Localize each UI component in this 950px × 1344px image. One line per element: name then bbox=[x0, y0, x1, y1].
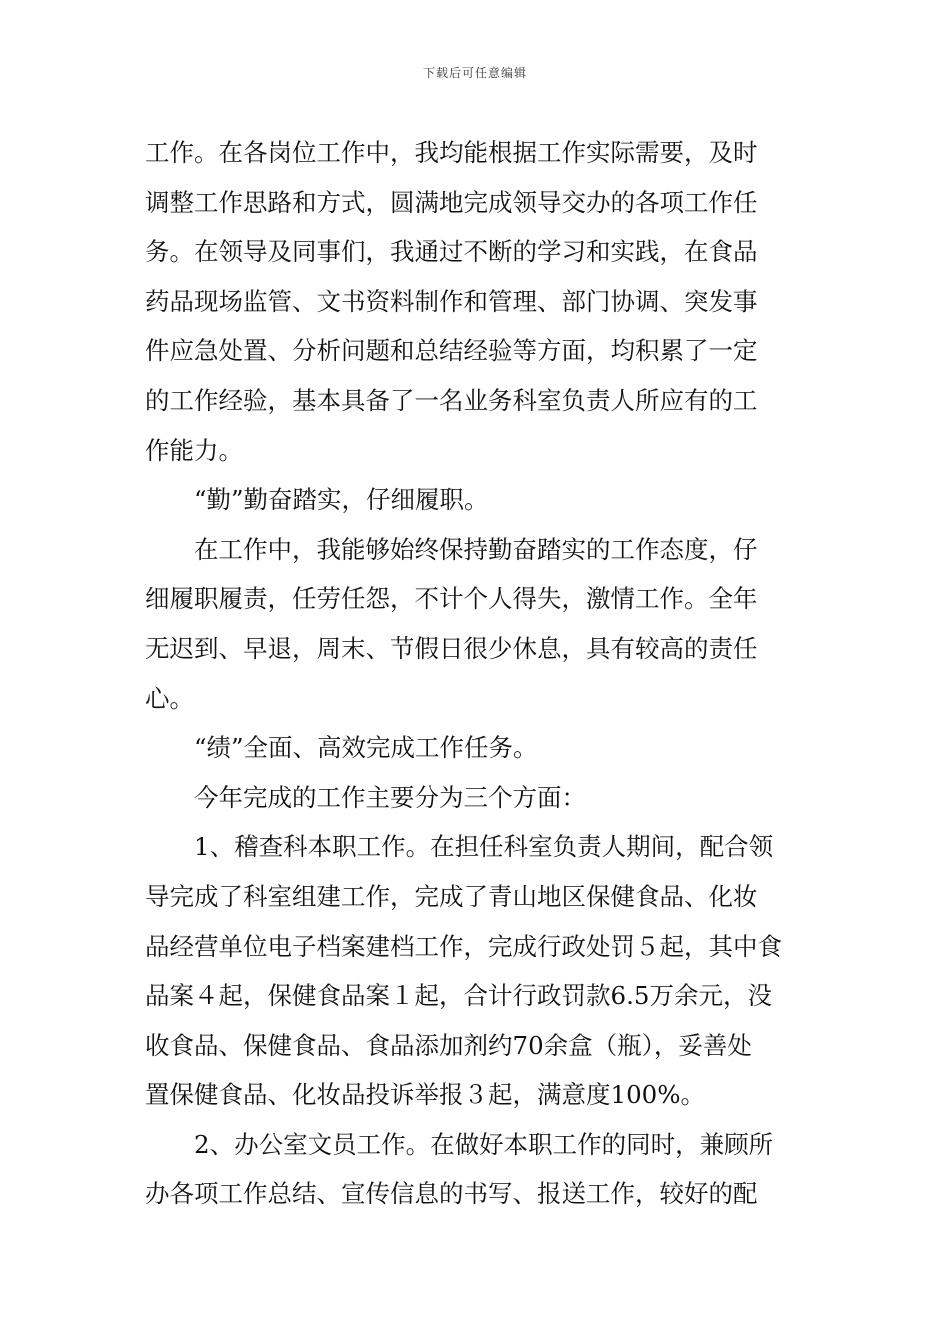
text-line: 药品现场监管、文书资料制作和管理、部门协调、突发事 bbox=[145, 286, 758, 316]
text-line: 的工作经验，基本具备了一名业务科室负责人所应有的工 bbox=[145, 385, 758, 415]
text-line: 置保健食品、化妆品投诉举报３起，满意度100%。 bbox=[145, 1080, 706, 1110]
text-line: 2、办公室文员工作。在做好本职工作的同时，兼顾所 bbox=[194, 1129, 774, 1159]
text-line: 调整工作思路和方式，圆满地完成领导交办的各项工作任 bbox=[145, 187, 758, 217]
heading-performance bbox=[145, 723, 810, 773]
paragraph-item-1 bbox=[145, 822, 810, 1120]
text-line: 细履职履责，任劳任怨，不计个人得失，激情工作。全年 bbox=[145, 584, 758, 614]
text-line: 件应急处置、分析问题和总结经验等方面，均积累了一定 bbox=[145, 336, 758, 366]
text-line: “绩”全面、高效完成工作任务。 bbox=[194, 733, 538, 763]
text-line: 办各项工作总结、宣传信息的书写、报送工作，较好的配 bbox=[145, 1179, 758, 1209]
text-line: 收食品、保健食品、食品添加剂约70余盒（瓶），妥善处 bbox=[145, 1030, 752, 1060]
paragraph-item-2 bbox=[145, 1120, 810, 1219]
text-line: 作能力。 bbox=[145, 435, 243, 465]
header-note: 下载后可任意编辑 bbox=[422, 66, 527, 80]
text-line: 今年完成的工作主要分为三个方面： bbox=[194, 782, 586, 812]
text-line: 工作。在各岗位工作中，我均能根据工作实际需要，及时 bbox=[145, 138, 758, 167]
text-line: 品案４起，保健食品案１起，合计行政罚款6.5万余元，没 bbox=[145, 981, 772, 1011]
text-line: 1、稽查科本职工作。在担任科室负责人期间，配合领 bbox=[194, 832, 774, 862]
text-line: 导完成了科室组建工作，完成了青山地区保健食品、化妆 bbox=[145, 881, 758, 911]
text-line: 心。 bbox=[145, 683, 194, 713]
text-line: 务。在领导及同事们，我通过不断的学习和实践，在食品 bbox=[145, 237, 758, 267]
document-body bbox=[145, 128, 810, 1219]
text-line: 无迟到、早退，周末、节假日很少休息，具有较高的责任 bbox=[145, 633, 758, 663]
paragraph-intro-three-aspects bbox=[145, 773, 810, 823]
text-line: “勤”勤奋踏实，仔细履职。 bbox=[194, 485, 489, 515]
paragraph-diligence bbox=[145, 525, 810, 723]
text-line: 在工作中，我能够始终保持勤奋踏实的工作态度，仔 bbox=[194, 534, 758, 564]
heading-diligence bbox=[145, 475, 810, 525]
paragraph-work-ability bbox=[145, 128, 810, 475]
text-line: 品经营单位电子档案建档工作，完成行政处罚５起，其中食 bbox=[145, 931, 782, 961]
